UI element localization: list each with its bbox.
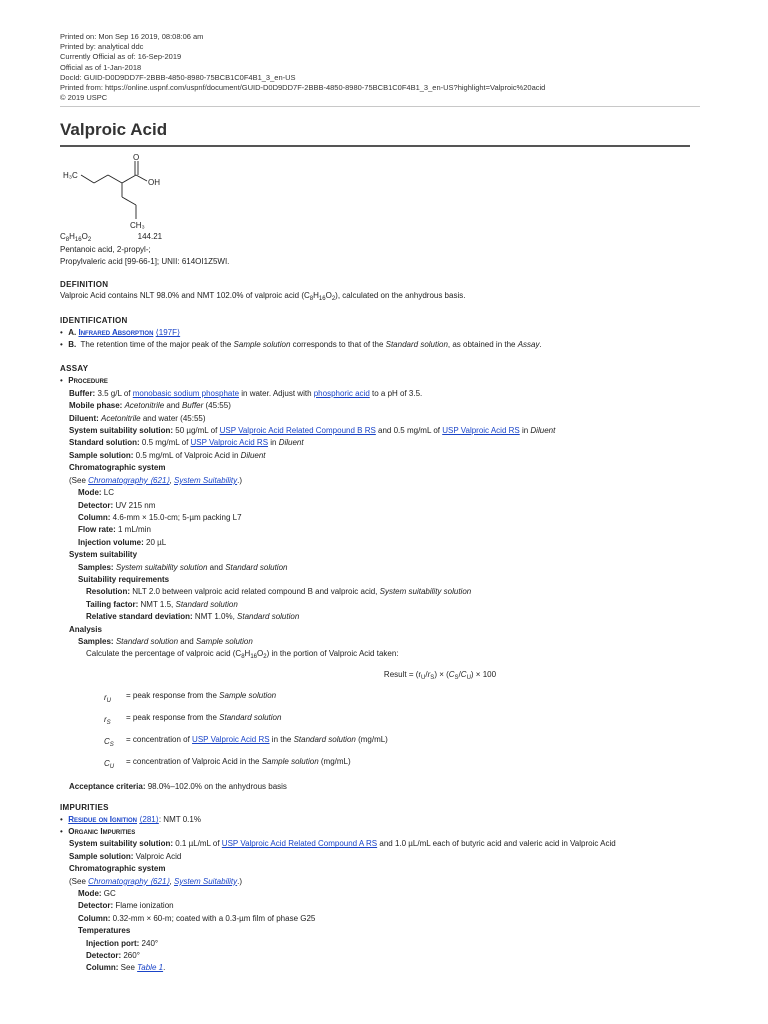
infrared-ref-link[interactable]: ⟨197F⟩ — [155, 327, 181, 337]
printed-on: Printed on: Mon Sep 16 2019, 08:08:06 am — [60, 32, 204, 41]
imp-sample-solution-line: Sample solution: Valproic Acid — [69, 851, 182, 861]
title-divider — [60, 145, 690, 147]
valproic-acid-rs-link-2[interactable]: USP Valproic Acid RS — [190, 438, 269, 448]
phosphoric-acid-link[interactable]: phosphoric acid — [313, 388, 370, 398]
synonym-cas-unii: Propylvaleric acid [99-66-1]; UNII: 614OI1Z5WI. — [60, 257, 230, 267]
molecular-weight: 144.21 — [137, 232, 163, 242]
chemical-name: Pentanoic acid, 2-propyl-; — [60, 244, 151, 254]
injection-volume-line: Injection volume: 20 µL — [78, 537, 167, 547]
resolution-line: Resolution: NLT 2.0 between valproic acid related compound B and valproic acid, System suitability solution — [86, 587, 472, 597]
system-suitability-link[interactable]: System Suitability — [173, 475, 238, 485]
standard-solution-line: Standard solution: 0.5 mg/mL of USP Valproic Acid RS in Diluent — [69, 438, 304, 448]
mobile-phase-line: Mobile phase: Acetonitrile and Buffer (45:55) — [69, 401, 231, 411]
column-line: Column: 4.6-mm × 15.0-cm; 5-µm packing L7 — [78, 512, 242, 522]
residue-on-ignition-line: • Residue on Ignition ⟨281⟩: NMT 0.1% — [60, 814, 201, 824]
official-as-of: Official as of 1-Jan-2018 — [60, 62, 142, 72]
temperatures-heading: Temperatures — [78, 926, 131, 936]
definition-text: Valproic Acid contains NLT 98.0% and NMT 102.0% of valproic acid $(C_8H_{16}O_2)$, calculated on the anhydrous basis. — [60, 290, 466, 302]
suitability-requirements-heading: Suitability requirements — [78, 574, 170, 584]
calculate-line: Calculate the percentage of valproic acid $(C_8H_{16}O_2)$ in the portion of Valproic Acid taken: — [86, 649, 399, 661]
flow-rate-line: Flow rate: 1 mL/min — [78, 525, 151, 535]
infrared-absorption-link[interactable]: Infrared Absorption — [78, 327, 154, 337]
see-chromatography-line: (See Chromatography ⟨621⟩, System Suitability.) — [69, 475, 243, 485]
doc-id: DocId: GUID-D0D9DD7F-2BBB-4850-8980-75BCB1C0F4B1_3_en-US — [60, 72, 296, 82]
acceptance-criteria-line: Acceptance criteria: 98.0%–102.0% on the anhydrous basis — [69, 782, 287, 792]
identification-b: • B. The retention time of the major peak of the Sample solution corresponds to that of the Standard solution, as obtained in the Assay. — [60, 340, 542, 350]
rsd-line: Relative standard deviation: NMT 1.0%, Standard solution — [86, 612, 300, 622]
analysis-samples-line: Samples: Standard solution and Sample solution — [78, 636, 253, 646]
definition-ru: $r_U$ = peak response from the Sample solution — [104, 691, 277, 705]
buffer-line: Buffer: 3.5 g/L of monobasic sodium phosphate in water. Adjust with phosphoric acid to a pH of 3.5. — [69, 388, 423, 398]
column-temp-line: Column: See Table 1. — [86, 963, 166, 973]
identification-a: • A. Infrared Absorption ⟨197F⟩ — [60, 327, 181, 337]
printed-by: Printed by: analytical ddc — [60, 42, 144, 52]
chromatographic-system-heading: Chromatographic system — [69, 463, 166, 473]
tailing-factor-line: Tailing factor: NMT 1.5, Standard solution — [86, 599, 238, 609]
residue-ref-link[interactable]: ⟨281⟩ — [139, 814, 159, 824]
procedure-label: • Procedure — [60, 376, 108, 386]
chromatography-621-link[interactable]: Chromatography ⟨621⟩ — [88, 475, 170, 485]
imp-mode-line: Mode: GC — [78, 889, 116, 899]
diluent-line: Diluent: Acetonitrile and water (45:55) — [69, 413, 206, 423]
hydroxyl-label: OH — [148, 178, 160, 188]
methyl-label-left: H₃C — [63, 171, 78, 181]
related-compound-a-link[interactable]: USP Valproic Acid Related Compound A RS — [221, 839, 378, 849]
definition-cu: $C_U$ = concentration of Valproic Acid in the Sample solution (mg/mL) — [104, 757, 351, 771]
oxygen-label: O — [133, 153, 140, 163]
system-suitability-heading: System suitability — [69, 550, 138, 560]
definition-heading: DEFINITION — [60, 279, 109, 289]
imp-system-suitability-line: System suitability solution: 0.1 µL/mL of USP Valproic Acid Related Compound A RS and 1.0 µL/mL each of butyric acid and valeric acid in Valproic Acid — [69, 839, 616, 849]
valproic-acid-rs-link[interactable]: USP Valproic Acid RS — [442, 426, 520, 436]
monobasic-sodium-phosphate-link[interactable]: monobasic sodium phosphate — [132, 388, 240, 398]
related-compound-b-link[interactable]: USP Valproic Acid Related Compound B RS — [219, 426, 376, 436]
table-1-link[interactable]: Table 1 — [137, 963, 164, 973]
header-divider — [60, 106, 700, 107]
molecule-drawing — [60, 153, 180, 231]
imp-chromatography-621-link[interactable]: Chromatography ⟨621⟩ — [88, 876, 170, 886]
sample-solution-line: Sample solution: 0.5 mg/mL of Valproic Acid in Diluent — [69, 450, 266, 460]
imp-chromatographic-system-heading: Chromatographic system — [69, 864, 166, 874]
currently-official: Currently Official as of: 16-Sep-2019 — [60, 52, 182, 62]
assay-heading: ASSAY — [60, 364, 89, 374]
system-suitability-solution-line: System suitability solution: 50 µg/mL of USP Valproic Acid Related Compound B RS and 0.5 mg/mL of USP Valproic Acid RS in Diluent — [69, 426, 556, 436]
imp-see-chromatography-line: (See Chromatography ⟨621⟩, System Suitability.) — [69, 876, 243, 886]
definition-cs: $C_S$ = concentration of USP Valproic Acid RS in the Standard solution (mg/mL) — [104, 735, 388, 749]
molecular-formula-row: $C_8H_{16}O_2$ 144.21 — [60, 232, 163, 244]
injection-port-line: Injection port: 240° — [86, 938, 159, 948]
mode-line: Mode: LC — [78, 488, 115, 498]
copyright: © 2019 USPC — [60, 93, 108, 103]
print-header — [60, 32, 700, 103]
detector-line: Detector: UV 215 nm — [78, 500, 156, 510]
structural-formula — [60, 153, 180, 231]
impurities-heading: IMPURITIES — [60, 802, 109, 812]
valproic-acid-rs-link-3[interactable]: USP Valproic Acid RS — [192, 735, 270, 745]
document-page — [60, 32, 700, 975]
imp-detector-line: Detector: Flame ionization — [78, 901, 174, 911]
page-title: Valproic Acid — [60, 120, 168, 140]
analysis-heading: Analysis — [69, 624, 102, 634]
ss-samples-line: Samples: System suitability solution and Standard solution — [78, 562, 288, 572]
printed-from: Printed from: https://online.uspnf.com/uspnf/document/GUID-D0D9DD7F-2BBB-4850-8980-75BCB1C0F4B1_3_en-US?highlight=Valproic%20acid — [60, 83, 546, 93]
methyl-label-bottom: CH₃ — [130, 221, 145, 231]
residue-on-ignition-link[interactable]: Residue on Ignition — [68, 814, 138, 824]
detector-temp-line: Detector: 260° — [86, 951, 140, 961]
definition-rs: $r_S$ = peak response from the Standard solution — [104, 713, 282, 727]
identification-heading: IDENTIFICATION — [60, 315, 128, 325]
imp-column-line: Column: 0.32-mm × 60-m; coated with a 0.3-µm film of phase G25 — [78, 913, 316, 923]
imp-system-suitability-link[interactable]: System Suitability — [173, 876, 238, 886]
organic-impurities-label: • Organic Impurities — [60, 827, 136, 837]
result-formula: Result = $(r_U/r_S) \times (C_S/C_U) \times 100$ — [383, 669, 497, 681]
